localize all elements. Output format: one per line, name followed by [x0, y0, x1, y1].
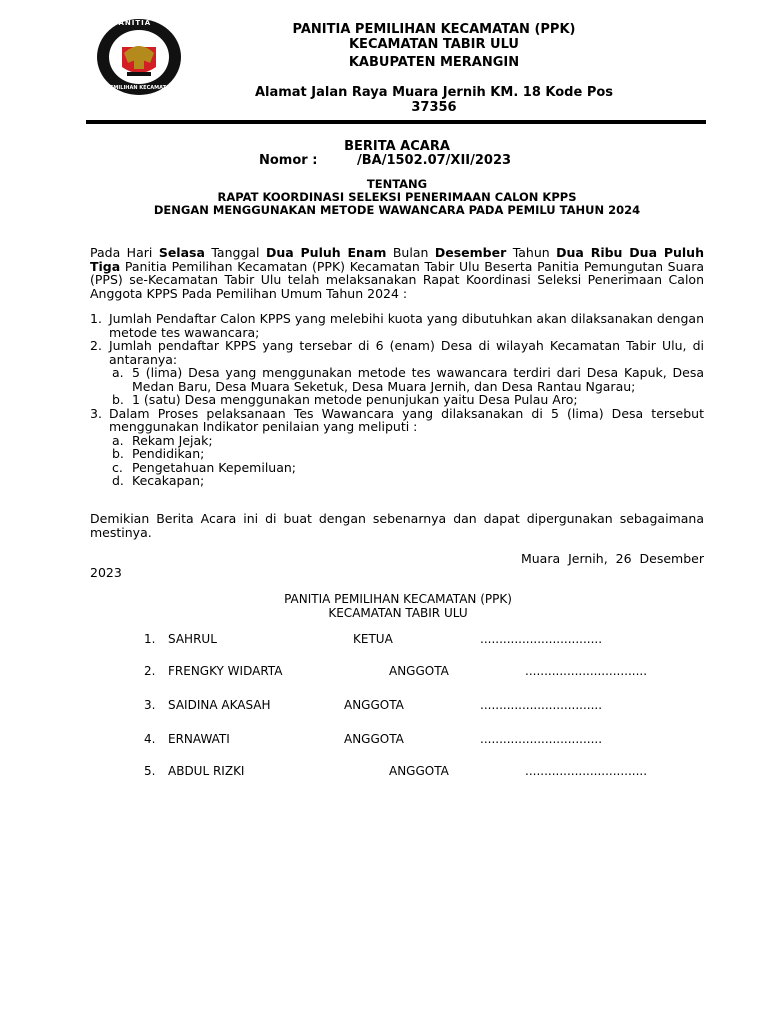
closing-paragraph: Demikian Berita Acara ini di buat dengan sebenarnya dan dapat dipergunakan sebagaimana mestinya.	[90, 511, 704, 540]
sub-list-marker: b.	[112, 446, 124, 461]
sub-list-item	[109, 474, 704, 488]
sub-list-marker: c.	[112, 459, 123, 475]
list-item	[90, 312, 704, 339]
sub-list-item-text: Rekam Jejak;	[132, 432, 213, 448]
document-subject	[90, 178, 704, 217]
list-item-text: Dalam Proses pelaksanaan Tes Wawancara yang dilaksanakan di 5 (lima) Desa tersebut menggunakan Indikator penilaian yang meliputi :	[109, 405, 704, 434]
sub-list-item	[109, 393, 704, 407]
member-signature-line: ................................	[480, 632, 603, 646]
member-number: 2.	[144, 664, 156, 678]
intro-day: Selasa	[158, 245, 205, 260]
letterhead-line-2: KECAMATAN TABIR ULU	[348, 37, 519, 52]
tentang-label: TENTANG	[366, 177, 428, 191]
sub-list-item-text: Pendidikan;	[132, 446, 205, 461]
logo-text-top: PANITIA	[113, 19, 152, 27]
nomor-label: Nomor :	[259, 153, 318, 168]
member-number: 3.	[144, 698, 156, 712]
letterhead-line-3: KABUPATEN MERANGIN	[348, 55, 520, 70]
member-name: ABDUL RIZKI	[168, 764, 245, 778]
table-row	[0, 664, 768, 680]
letterhead-address-2: 37356	[411, 100, 457, 115]
subject-line-1: RAPAT KOORDINASI SELEKSI PENERIMAAN CALON KPPS	[217, 190, 577, 204]
list-marker: 3.	[90, 405, 102, 421]
member-signature-line: ................................	[525, 664, 648, 678]
list-item-text: Jumlah pendaftar KPPS yang tersebar di 6 (enam) Desa di wilayah Kecamatan Tabir Ulu, di antaranya:	[109, 338, 704, 367]
sub-list	[109, 434, 704, 488]
member-signature-line: ................................	[525, 764, 648, 778]
place-date	[90, 552, 704, 580]
member-signature-line: ................................	[480, 698, 603, 712]
table-row	[0, 632, 768, 648]
member-number: 5.	[144, 764, 156, 778]
table-row	[0, 732, 768, 748]
sub-list-item-text: 5 (lima) Desa yang menggunakan metode tes wawancara terdiri dari Desa Kapuk, Desa Medan Baru, Desa Muara Seketuk, Desa Muara Jernih, dan Desa Rantau Ngarau;	[132, 365, 704, 394]
letterhead	[224, 22, 644, 115]
intro-text: Bulan	[386, 245, 435, 260]
member-signature-line: ................................	[480, 732, 603, 746]
intro-paragraph	[90, 246, 704, 300]
intro-text: Pada Hari	[90, 245, 159, 260]
intro-month: Desember	[434, 245, 507, 260]
letterhead-line-1: PANITIA PEMILIHAN KECAMATAN (PPK)	[292, 22, 576, 37]
list-item	[90, 339, 704, 407]
sub-list-item-text: Kecakapan;	[132, 473, 205, 488]
intro-text: Panitia Pemilihan Kecamatan (PPK) Kecamatan Tabir Ulu Beserta Panitia Pemungutan Suara (PPS) se-Kecamatan Tabir Ulu telah melaksanakan Rapat Koordinasi Seleksi Penerimaan Calon Anggota KPPS Pada Pemilihan Umum Tahun 2024 :	[90, 258, 704, 301]
member-name: SAIDINA AKASAH	[168, 698, 271, 712]
subject-line-2: DENGAN MENGGUNAKAN METODE WAWANCARA PADA PEMILU TAHUN 2024	[153, 203, 641, 217]
member-name: FRENGKY WIDARTA	[168, 664, 283, 678]
table-row	[0, 698, 768, 714]
intro-year: Dua Ribu Dua Puluh Tiga	[90, 245, 704, 274]
sub-list-marker: a.	[112, 432, 124, 448]
member-role: KETUA	[353, 632, 393, 646]
member-name: SAHRUL	[168, 632, 217, 646]
sub-list-item	[109, 447, 704, 461]
sub-list-item	[109, 366, 704, 393]
list-item-text: Jumlah Pendaftar Calon KPPS yang melebihi kuota yang dibutuhkan akan dilaksanakan dengan metode tes wawancara;	[109, 311, 704, 340]
intro-text: Tahun	[506, 245, 557, 260]
logo-text-bottom: PEMILIHAN KECAMATAN	[106, 85, 174, 91]
sub-list-item-text: Pengetahuan Kepemiluan;	[132, 459, 297, 475]
list-item	[90, 407, 704, 488]
committee-heading	[150, 592, 646, 620]
place-date-main: Muara Jernih, 26 Desember	[520, 551, 704, 566]
list-marker: 1.	[90, 311, 102, 326]
member-role: ANGGOTA	[389, 764, 449, 778]
sub-list-marker: a.	[112, 365, 124, 380]
sub-list-marker: d.	[112, 473, 124, 488]
letterhead-address-1: Alamat Jalan Raya Muara Jernih KM. 18 Kode Pos	[254, 85, 614, 100]
header-divider	[86, 120, 706, 124]
sub-list-item-text: 1 (satu) Desa menggunakan metode penunjukan yaitu Desa Pulau Aro;	[132, 392, 578, 407]
nomor-value: /BA/1502.07/XII/2023	[357, 153, 512, 168]
member-role: ANGGOTA	[389, 664, 449, 678]
document-type: BERITA ACARA	[344, 139, 450, 154]
intro-text: Tanggal	[204, 245, 266, 260]
list-marker: 2.	[90, 338, 102, 353]
table-row	[0, 764, 768, 780]
place-date-year: 2023	[90, 565, 122, 580]
points-list	[90, 312, 704, 488]
sub-list	[109, 366, 704, 407]
sub-list-marker: b.	[112, 392, 124, 407]
member-role: ANGGOTA	[344, 698, 404, 712]
sub-list-item	[109, 461, 704, 475]
member-role: ANGGOTA	[344, 732, 404, 746]
sub-list-item	[109, 434, 704, 448]
committee-line-1: PANITIA PEMILIHAN KECAMATAN (PPK)	[284, 592, 512, 606]
member-number: 4.	[144, 732, 156, 746]
member-number: 1.	[144, 632, 156, 646]
committee-line-2: KECAMATAN TABIR ULU	[328, 606, 468, 620]
member-name: ERNAWATI	[168, 732, 230, 746]
intro-date: Dua Puluh Enam	[265, 245, 387, 260]
